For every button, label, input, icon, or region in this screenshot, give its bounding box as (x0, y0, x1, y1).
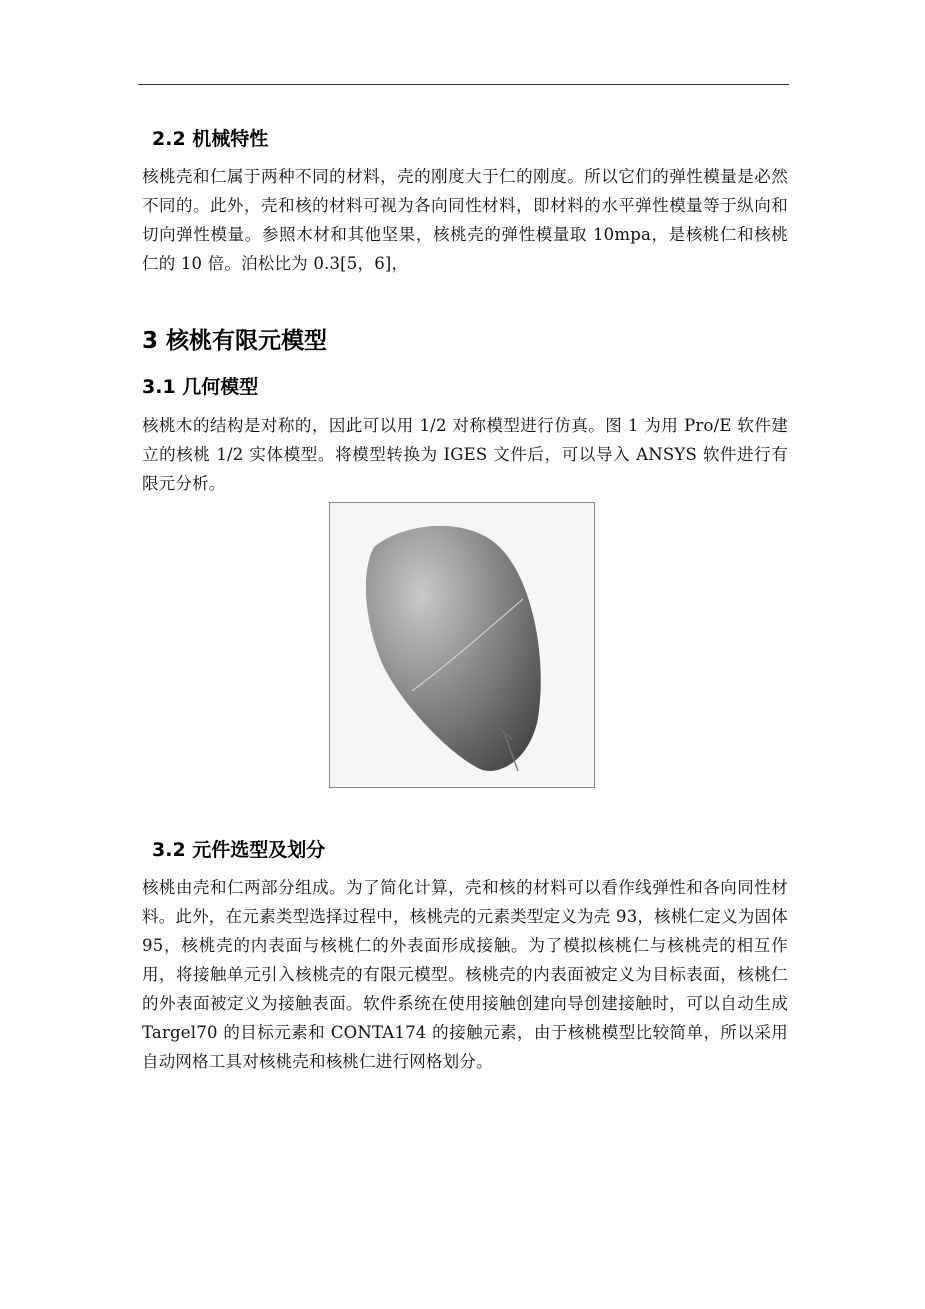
section-2-2-body: 核桃壳和仁属于两种不同的材料，壳的刚度大于仁的刚度。所以它们的弹性模量是必然不同的。此外，壳和核的材料可视为各向同性材料，即材料的水平弹性模量等于纵向和切向弹性模量。参照木材和其他坚果，核桃壳的弹性模量取 10mpa，是核桃仁和核桃仁的 10 倍。泊松比为 0.3[5，6]， (142, 167, 788, 273)
walnut-model-image (330, 503, 594, 787)
section-3-2-body: 核桃由壳和仁两部分组成。为了简化计算，壳和核的材料可以看作线弹性和各向同性材料。此外，在元素类型选择过程中，核桃壳的元素类型定义为壳 93，核桃仁定义为固体 95，核桃壳的内表面与核桃仁的外表面形成接触。为了模拟核桃仁与核桃壳的相互作用，将接触单元引入核桃壳的有限元模型。核桃壳的内表面被定义为目标表面，核桃仁的外表面被定义为接触表面。软件系统在使用接触创建向导创建接触时，可以自动生成 Targel70 的目标元素和 CONTA174 的接触元素，由于核桃模型比较简单，所以采用自动网格工具对核桃壳和核桃仁进行网格划分。 (142, 878, 788, 1071)
walnut-shell-shape (366, 526, 541, 771)
section-heading-2-2: 2.2 机械特性 (152, 128, 269, 150)
header-rule (138, 84, 789, 85)
walnut-half-model-figure (329, 502, 595, 788)
section-heading-3-1: 3.1 几何模型 (142, 376, 259, 398)
section-heading-3: 3 核桃有限元模型 (142, 328, 328, 354)
section-heading-3-2: 3.2 元件选型及划分 (152, 839, 326, 861)
section-3-1-body: 核桃木的结构是对称的，因此可以用 1/2 对称模型进行仿真。图 1 为用 Pro/E 软件建立的核桃 1/2 实体模型。将模型转换为 IGES 文件后，可以导入 ANSYS 软件进行有限元分析。 (142, 416, 788, 493)
